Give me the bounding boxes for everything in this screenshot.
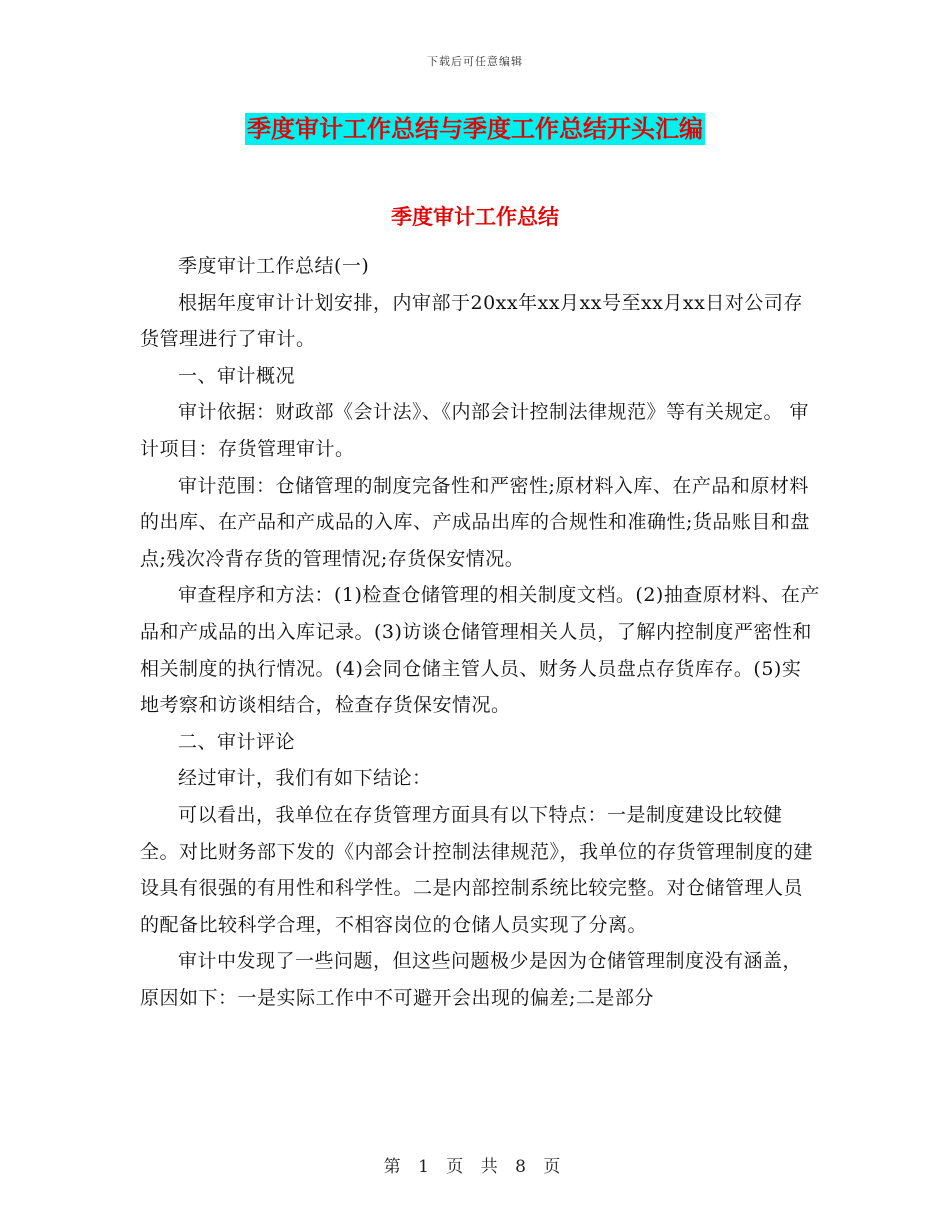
page-footer: 第 1 页 共 8 页: [383, 1157, 567, 1177]
header-note: 下载后可任意编辑: [427, 55, 523, 68]
paragraph: 一、审计概况: [178, 364, 296, 387]
paragraph: 季度审计工作总结(一): [178, 255, 370, 277]
paragraph: 审查程序和方法：(1)检查仓储管理的相关制度文档。(2)抽查原材料、在产品和产成品的出入库记录。(3)访谈仓储管理相关人员，了解内控制度严密性和相关制度的执行情况。(4)会同仓储主管人员、财务人员盘点存货库存。(5)实地考察和访谈相结合，检查存货保安情况。: [140, 584, 820, 717]
paragraph: 审计范围：仓储管理的制度完备性和严密性;原材料入库、在产品和原材料的出库、在产品和产成品的入库、产成品出库的合规性和准确性;货品账目和盘点;残次冷背存货的管理情况;存货保安情况。: [140, 474, 810, 570]
paragraph: 审计依据：财政部《会计法》、《内部会计控制法律规范》等有关规定。 审计项目：存货管理审计。: [140, 401, 810, 460]
document-title: [0, 113, 950, 145]
body-text: [140, 248, 820, 1016]
paragraph: 二、审计评论: [178, 730, 296, 753]
section-title: 季度审计工作总结: [391, 205, 559, 229]
document-title-text: 季度审计工作总结与季度工作总结开头汇编: [247, 115, 703, 143]
paragraph: 根据年度审计计划安排，内审部于20xx年xx月xx号至xx月xx日对公司存货管理进行了审计。: [140, 291, 803, 351]
paragraph: 审计中发现了一些问题，但这些问题极少是因为仓储管理制度没有涵盖，原因如下：一是实际工作中不可避开会出现的偏差;二是部分: [140, 950, 803, 1009]
paragraph: 经过审计，我们有如下结论：: [178, 767, 432, 790]
paragraph: 可以看出，我单位在存货管理方面具有以下特点：一是制度建设比较健全。对比财务部下发的《内部会计控制法律规范》，我单位的存货管理制度的建设具有很强的有用性和科学性。二是内部控制系统比较完整。对仓储管理人员的配备比较科学合理，不相容岗位的仓储人员实现了分离。: [140, 803, 814, 936]
